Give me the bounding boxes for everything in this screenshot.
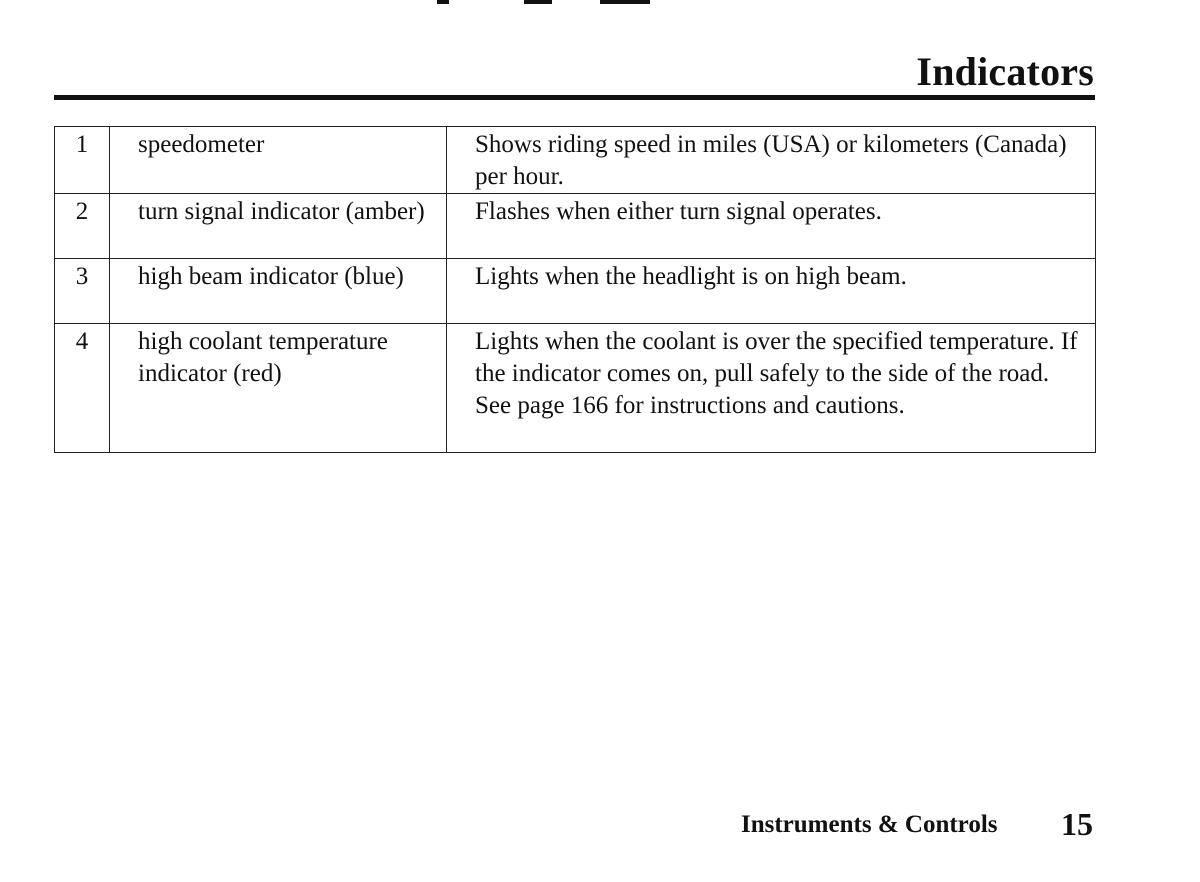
indicator-name: speedometer — [110, 127, 447, 194]
indicator-name: turn signal indicator (amber) — [110, 194, 447, 259]
table-row — [55, 259, 1096, 324]
indicator-description: Lights when the coolant is over the specified temperature. If the indicator comes on, pull safely to the side of the road. See page 166 for instructions and cautions. — [447, 324, 1096, 453]
indicator-number: 4 — [55, 324, 110, 453]
table-row — [55, 324, 1096, 453]
top-edge-mark — [437, 0, 449, 4]
indicator-description: Shows riding speed in miles (USA) or kilometers (Canada) per hour. — [447, 127, 1096, 194]
indicator-name: high coolant temperature indicator (red) — [110, 324, 447, 453]
page-title: Indicators — [916, 49, 1094, 94]
title-rule — [54, 95, 1095, 100]
indicator-number: 1 — [55, 127, 110, 194]
top-edge-mark — [600, 0, 650, 4]
footer-section-title: Instruments & Controls — [741, 811, 998, 838]
indicator-number: 2 — [55, 194, 110, 259]
indicators-table — [54, 126, 1096, 453]
indicator-description: Flashes when either turn signal operates. — [447, 194, 1096, 259]
indicator-name: high beam indicator (blue) — [110, 259, 447, 324]
page-number: 15 — [1061, 806, 1093, 842]
top-edge-mark — [524, 0, 552, 4]
indicator-number: 3 — [55, 259, 110, 324]
table-row — [55, 194, 1096, 259]
indicator-description: Lights when the headlight is on high beam. — [447, 259, 1096, 324]
table-row — [55, 127, 1096, 194]
